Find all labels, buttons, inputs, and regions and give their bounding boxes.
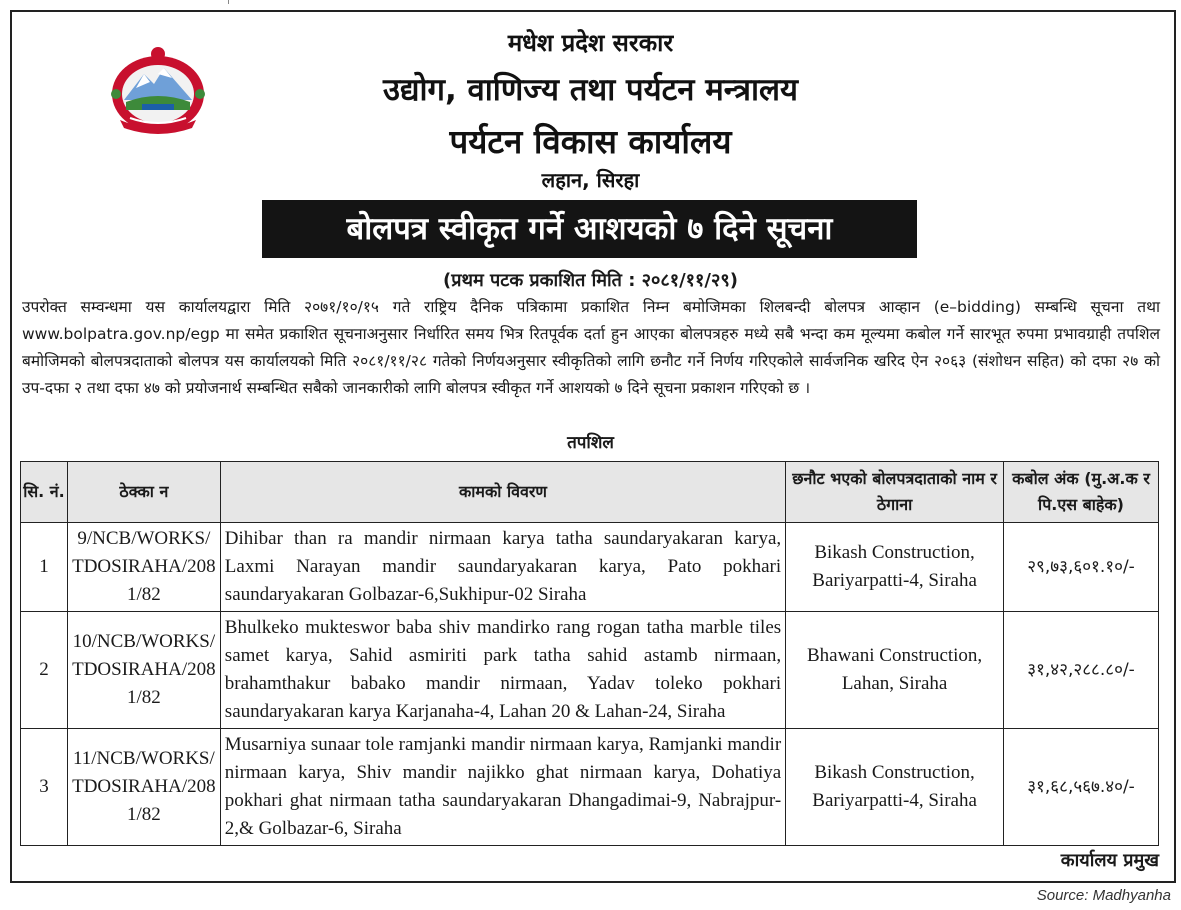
table-row — [21, 729, 1159, 846]
source-credit: Source: Madhyanha — [1036, 887, 1171, 904]
cell-description: Musarniya sunaar tole ramjanki mandir nirmaan karya, Ramjanki mandir nirmaan karya, Shiv mandir najikko ghat nirmaan karya, Dohatiya pokhari ghat nirmaan tatha saundaryakaran Dhangadimai-9, Nabrajpur-2,& Golbazar-6, Siraha — [220, 729, 785, 846]
office-location: लहान, सिरहा — [541, 168, 640, 192]
table-header-row — [21, 462, 1159, 523]
publication-date: (प्रथम पटक प्रकाशित मिति : २०८१/११/२९) — [443, 270, 738, 291]
top-divider — [228, 0, 229, 4]
col-header-sn: सि. नं. — [21, 462, 68, 523]
cell-bidder: Bhawani Construction, Lahan, Siraha — [786, 612, 1004, 729]
province-title: मधेश प्रदेश सरकार — [507, 29, 674, 57]
schedule-label: तपशिल — [567, 433, 614, 453]
col-header-amount: कबोल अंक (मु.अ.क र पि.एस बाहेक) — [1004, 462, 1159, 523]
cell-bidder: Bikash Construction, Bariyarpatti-4, Siraha — [786, 523, 1004, 612]
table-row — [21, 523, 1159, 612]
notice-title-banner: बोलपत्र स्वीकृत गर्ने आशयको ७ दिने सूचना — [262, 200, 917, 258]
col-header-bidder: छनौट भएको बोलपत्रदाताको नाम र ठेगाना — [786, 462, 1004, 523]
cell-contract: 9/NCB/WORKS/TDOSIRAHA/2081/82 — [67, 523, 220, 612]
col-header-contract: ठेक्का न — [67, 462, 220, 523]
cell-sn: 3 — [21, 729, 68, 846]
notice-body: उपरोक्त सम्वन्धमा यस कार्यालयद्वारा मिति २०७१/१०/१५ गते राष्ट्रिय दैनिक पत्रिकामा प्रकाशित निम्न बमोजिमका शिलबन्दी बोलपत्र आव्हान (e–bidding) सम्बन्धि सूचना तथा www.bolpatra.gov.np/egp मा समेत प्रकाशित सूचनाअनुसार निर्धारित समय भित्र रितपूर्वक दर्ता हुन आएका बोलपत्रहरु मध्ये सबै भन्दा कम मूल्यमा कबोल गर्ने सारभूत रुपमा प्रभावग्राही तपशिल बमोजिमको बोलपत्रदाताको बोलपत्र यस कार्यालयको मिति २०८१/११/२८ गतेको निर्णयअनुसार स्वीकृतिको लागि छनौट गर्ने निर्णय गरिएकोले सार्वजनिक खरिद ऐन २०६३ (संशोधन सहित) को दफा २७ को उप-दफा २ तथा दफा ४७ को प्रयोजनार्थ सम्बन्धित सबैको जानकारीको लागि बोलपत्र स्वीकृत गर्ने आशयको ७ दिने सूचना प्रकाशन गरिएको छ । — [22, 298, 1160, 397]
cell-bidder: Bikash Construction, Bariyarpatti-4, Siraha — [786, 729, 1004, 846]
office-title: पर्यटन विकास कार्यालय — [449, 122, 732, 161]
cell-contract: 11/NCB/WORKS/TDOSIRAHA/2081/82 — [67, 729, 220, 846]
cell-amount: २९,७३,६०१.१०/- — [1004, 523, 1159, 612]
cell-description: Bhulkeko mukteswor baba shiv mandirko rang rogan tatha marble tiles samet karya, Sahid asmiriti park tatha sahid astamb nirmaan, brahamthakur babako mandir nirmaan, Yadav toleko pokhari saundaryakaran karya Karjanaha-4, Lahan 20 & Lahan-24, Siraha — [220, 612, 785, 729]
ministry-title: उद्योग, वाणिज्य तथा पर्यटन मन्त्रालय — [382, 72, 799, 108]
table-row — [21, 612, 1159, 729]
cell-sn: 1 — [21, 523, 68, 612]
tender-table — [20, 461, 1159, 846]
cell-contract: 10/NCB/WORKS/TDOSIRAHA/2081/82 — [67, 612, 220, 729]
cell-description: Dihibar than ra mandir nirmaan karya tatha saundaryakaran karya, Laxmi Narayan mandir saundaryakaran karya, Pato pokhari saundaryakaran Golbazar-6,Sukhipur-02 Siraha — [220, 523, 785, 612]
cell-amount: ३१,६८,५६७.४०/- — [1004, 729, 1159, 846]
cell-sn: 2 — [21, 612, 68, 729]
office-chief-signoff: कार्यालय प्रमुख — [1060, 850, 1159, 871]
col-header-description: कामको विवरण — [220, 462, 785, 523]
cell-amount: ३१,४२,२८८.८०/- — [1004, 612, 1159, 729]
